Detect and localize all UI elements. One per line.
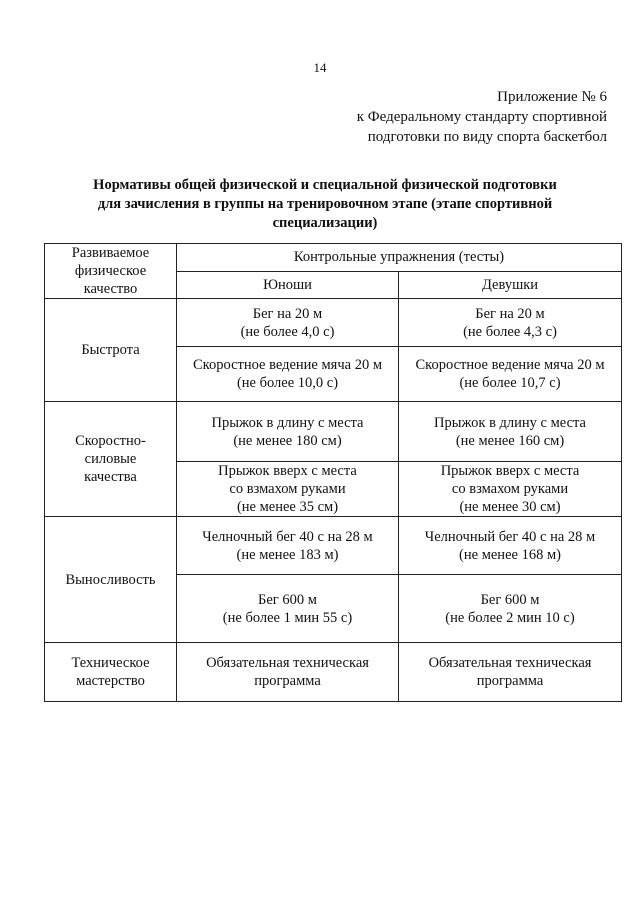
appendix-line: подготовки по виду спорта баскетбол [367, 129, 607, 145]
quality-cell: Техническое мастерство [45, 643, 177, 702]
title-line: специализации) [272, 215, 378, 231]
header-quality: Развиваемое физическое качество [45, 244, 177, 299]
boys-cell: Прыжок вверх с места со взмахом руками (не менее 35 см) [177, 462, 399, 517]
boys-cell: Бег на 20 м (не более 4,0 с) [177, 299, 399, 347]
table-row [45, 299, 622, 347]
title-line: для зачисления в группы на тренировочном этапе (этапе спортивной [97, 196, 553, 212]
girls-cell: Прыжок в длину с места (не менее 160 см) [399, 402, 622, 462]
girls-cell: Обязательная техническая программа [399, 643, 622, 702]
title-line: Нормативы общей физической и специальной физической подготовки [93, 177, 557, 193]
boys-cell: Прыжок в длину с места (не менее 180 см) [177, 402, 399, 462]
appendix-line: к Федеральному стандарту спортивной [356, 109, 607, 125]
quality-cell: Выносливость [45, 517, 177, 643]
header-tests: Контрольные упражнения (тесты) [177, 244, 622, 272]
boys-cell: Бег 600 м (не более 1 мин 55 с) [177, 575, 399, 643]
table-row [45, 402, 622, 462]
header-girls: Девушки [399, 271, 622, 299]
girls-cell: Бег 600 м (не более 2 мин 10 с) [399, 575, 622, 643]
standards-table [44, 243, 622, 702]
table-header-row [45, 244, 622, 272]
appendix-line: Приложение № 6 [497, 89, 607, 105]
girls-cell: Скоростное ведение мяча 20 м (не более 10,7 с) [399, 347, 622, 402]
page-number: 14 [313, 60, 327, 75]
girls-cell: Бег на 20 м (не более 4,3 с) [399, 299, 622, 347]
table-row [45, 517, 622, 575]
quality-cell: Скоростно-силовые качества [45, 402, 177, 517]
girls-cell: Прыжок вверх с места со взмахом руками (не менее 30 см) [399, 462, 622, 517]
table-row [45, 643, 622, 702]
quality-cell: Быстрота [45, 299, 177, 402]
header-boys: Юноши [177, 271, 399, 299]
boys-cell: Скоростное ведение мяча 20 м (не более 10,0 с) [177, 347, 399, 402]
boys-cell: Челночный бег 40 с на 28 м (не менее 183 м) [177, 517, 399, 575]
document-title [60, 176, 590, 233]
boys-cell: Обязательная техническая программа [177, 643, 399, 702]
appendix-note [357, 87, 607, 147]
girls-cell: Челночный бег 40 с на 28 м (не менее 168 м) [399, 517, 622, 575]
